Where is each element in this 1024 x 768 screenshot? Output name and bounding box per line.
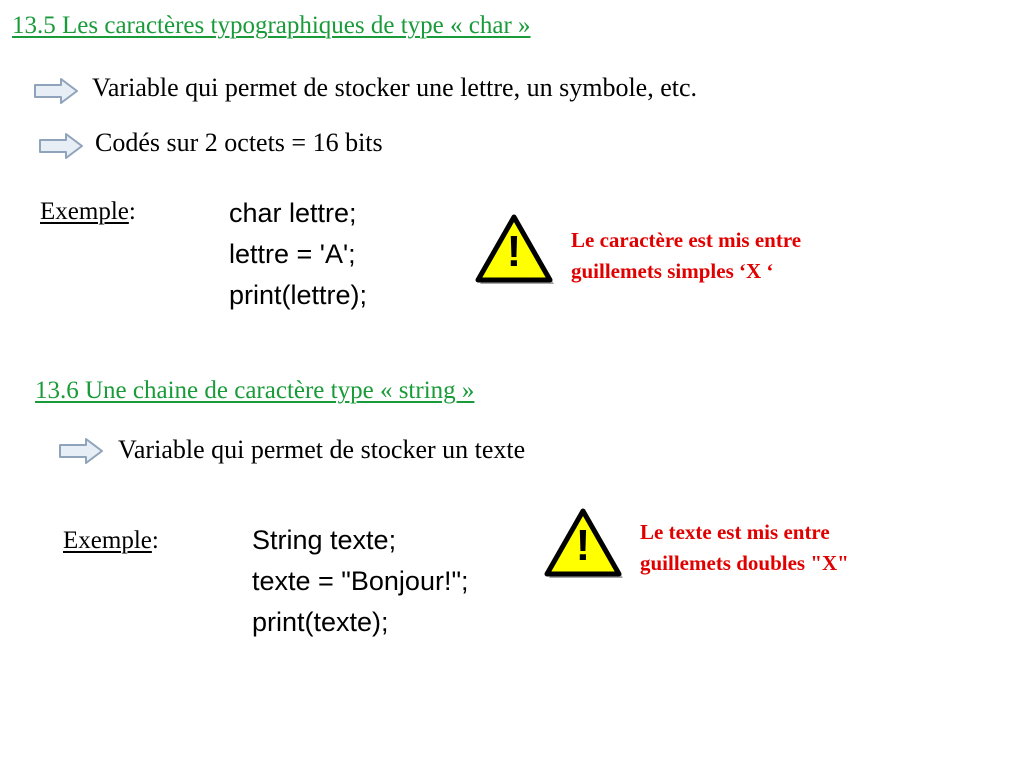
- note-line: Le caractère est mis entre: [571, 228, 802, 252]
- code-line: char lettre;: [229, 198, 357, 228]
- note-line: Le texte est mis entre: [640, 520, 830, 544]
- example-label-text: Exemple: [63, 527, 152, 554]
- arrow-right-icon: [58, 437, 104, 465]
- code-line: String texte;: [252, 525, 397, 555]
- arrow-right-icon: [38, 132, 84, 160]
- section-heading-string: 13.6 Une chaine de caractère type « string »: [35, 377, 475, 404]
- code-line: texte = "Bonjour!";: [252, 566, 469, 596]
- warning-note: [640, 517, 849, 579]
- bullet-text: Variable qui permet de stocker une lettre, un symbole, etc.: [92, 73, 698, 102]
- warning-triangle-icon: [474, 214, 556, 286]
- bullet-text: Codés sur 2 octets = 16 bits: [95, 128, 383, 157]
- exclamation-mark: !: [506, 227, 522, 276]
- section-heading-char: 13.5 Les caractères typographiques de type « char »: [12, 12, 531, 39]
- example-label: [63, 527, 159, 555]
- code-line: lettre = 'A';: [229, 239, 356, 269]
- example-label: [40, 198, 136, 226]
- code-block: [229, 193, 367, 316]
- warning-note: [571, 225, 801, 287]
- arrow-right-icon: [33, 77, 79, 105]
- code-block: [252, 520, 469, 643]
- code-line: print(texte);: [252, 607, 389, 637]
- example-colon: :: [128, 198, 136, 225]
- warning-triangle-icon: [543, 508, 625, 580]
- note-line: guillemets simples ‘X ‘: [571, 259, 774, 283]
- bullet-text: Variable qui permet de stocker un texte: [118, 435, 526, 464]
- code-line: print(lettre);: [229, 280, 368, 310]
- exclamation-mark: !: [575, 521, 591, 570]
- example-label-text: Exemple: [40, 198, 129, 225]
- note-line: guillemets doubles "X": [640, 551, 849, 575]
- example-colon: :: [151, 527, 159, 554]
